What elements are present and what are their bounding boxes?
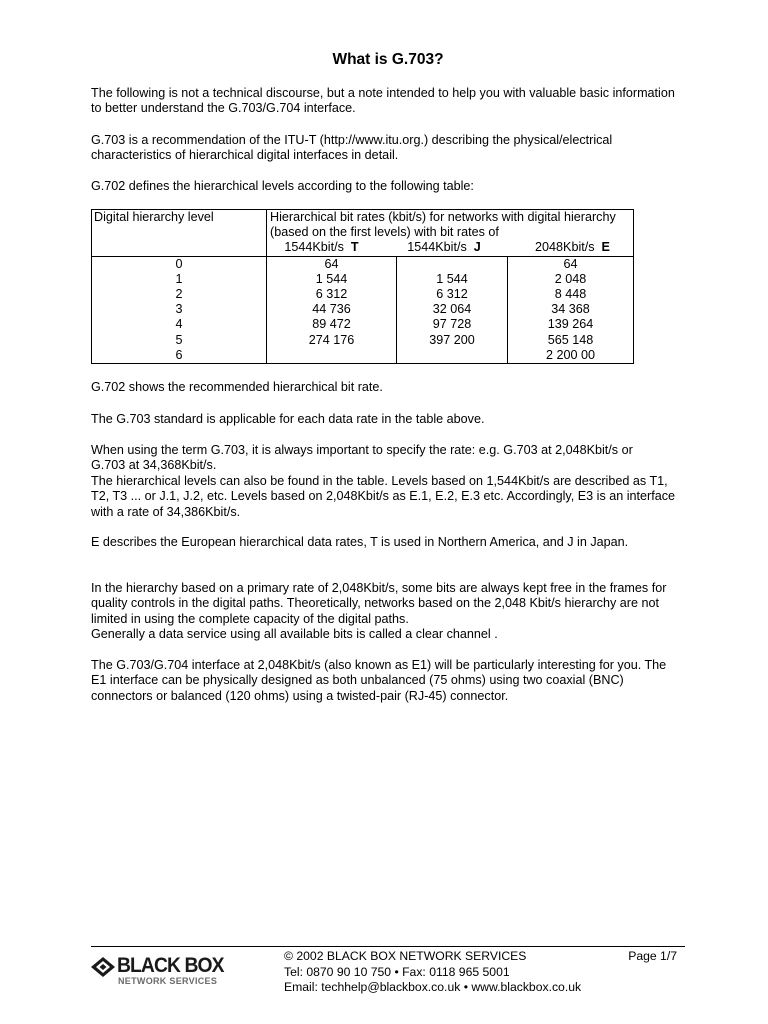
level-column-header: Digital hierarchy level	[92, 210, 267, 257]
standard-paragraph: The G.703 standard is applicable for each data rate in the table above.	[91, 412, 485, 426]
logo-wordmark: BLACK BOX	[117, 954, 224, 977]
logo-diamond-icon	[91, 957, 115, 977]
rates-subheaders	[267, 240, 633, 255]
table-caption: G.702 shows the recommended hierarchical bit rate.	[91, 380, 383, 394]
e-value: 139 264	[547, 317, 594, 332]
t-value: 6 312	[315, 286, 348, 301]
clear-channel-line: Generally a data service using all available bits is called a clear channel .	[91, 627, 498, 642]
level-value: 4	[175, 317, 183, 332]
black-box-logo	[91, 954, 251, 994]
level-value: 1	[175, 271, 183, 286]
footer-divider	[91, 946, 685, 947]
e-value: 8 448	[554, 286, 587, 301]
t-value	[267, 348, 396, 363]
subheader-j: 1544Kbit/s J	[407, 240, 481, 255]
j-value: 6 312	[436, 286, 468, 301]
level-value: 6	[175, 347, 183, 362]
rate-paragraph	[91, 443, 685, 520]
hierarchy-table	[91, 209, 634, 364]
e-value: 2 048	[554, 271, 587, 286]
level-value: 2	[175, 286, 183, 301]
subheader-t: 1544Kbit/s T	[284, 240, 359, 255]
table-intro-paragraph: G.702 defines the hierarchical levels according to the following table:	[91, 179, 474, 193]
page-number: Page 1/7	[628, 949, 677, 963]
table-header-row	[92, 210, 634, 257]
j-values-cell	[397, 256, 508, 363]
j-value	[397, 257, 507, 272]
t-value: 44 736	[312, 302, 351, 317]
copyright-line: © 2002 BLACK BOX NETWORK SERVICES	[284, 949, 527, 963]
rate-paragraph-line1: When using the term G.703, it is always important to specify the rate: e.g. G.703 at 2,048Kbit/s or G.703 at 34,368Kbit/s.	[91, 443, 633, 473]
t-value: 89 472	[312, 317, 351, 332]
e-value: 34 368	[551, 302, 590, 317]
logo-subtitle: NETWORK SERVICES	[118, 976, 218, 986]
j-value: 97 728	[432, 317, 472, 332]
intro-paragraph: The following is not a technical discourse, but a note intended to help you with valuable basic information to better understand the G.703/G.704 interface.	[91, 86, 675, 116]
hierarchy-paragraph-text: In the hierarchy based on a primary rate of 2,048Kbit/s, some bits are always kept free in the frames for quality controls in the digital paths. Theoretically, networks based on the 2,048 Kbit/s hierarchy are not limited in using the complete capacity of the digital paths.	[91, 581, 667, 626]
level-value: 0	[175, 256, 183, 271]
phone-fax-line: Tel: 0870 90 10 750 • Fax: 0118 965 5001	[284, 964, 510, 979]
hierarchy-paragraph	[91, 581, 685, 643]
regions-paragraph: E describes the European hierarchical data rates, T is used in Northern America, and J in Japan.	[91, 535, 629, 549]
j-value: 397 200	[429, 332, 475, 347]
t-values-cell	[267, 256, 397, 363]
email-web-line: Email: techhelp@blackbox.co.uk • www.blackbox.co.uk	[284, 980, 582, 995]
level-value: 5	[175, 332, 183, 347]
t-value: 1 544	[315, 271, 348, 286]
rates-column-header	[267, 210, 634, 257]
itu-paragraph: G.703 is a recommendation of the ITU-T (http://www.itu.org.) describing the physical/electrical characteristics of hierarchical digital interfaces in detail.	[91, 133, 613, 163]
levels-cell	[92, 256, 267, 363]
rates-header-line1: Hierarchical bit rates (kbit/s) for networks with digital hierarchy	[270, 210, 616, 224]
level-value: 3	[175, 302, 183, 317]
subheader-e: 2048Kbit/s E	[535, 240, 610, 255]
j-value: 32 064	[432, 302, 472, 317]
rates-header-line2: (based on the first levels) with bit rates of	[270, 225, 499, 240]
table-body-row	[92, 256, 634, 363]
e-value: 64	[563, 256, 578, 271]
j-value: 1 544	[436, 271, 468, 286]
footer-contact-info	[284, 949, 581, 996]
t-value: 274 176	[308, 332, 355, 347]
e1-paragraph: The G.703/G.704 interface at 2,048Kbit/s (also known as E1) will be particularly interesting for you. The E1 interface can be physically designed as both unbalanced (75 ohms) using two coaxial (BNC) connectors or balanced (120 ohms) using a twisted-pair (RJ-45) connector.	[91, 658, 667, 703]
e-value: 565 148	[547, 332, 594, 347]
rate-paragraph-line2: The hierarchical levels can also be found in the table. Levels based on 1,544Kbit/s are described as T1, T2, T3 ... or J.1, J.2, etc. Levels based on 2,048Kbit/s as E.1, E.2, E.3 etc. Accordingly, E3 is an interface with a rate of 34,386Kbit/s.	[91, 473, 676, 519]
e-values-cell	[508, 256, 634, 363]
page-title: What is G.703?	[332, 51, 444, 68]
e-value: 2 200 00	[545, 347, 596, 362]
t-value: 64	[324, 256, 339, 271]
j-value	[397, 348, 507, 363]
